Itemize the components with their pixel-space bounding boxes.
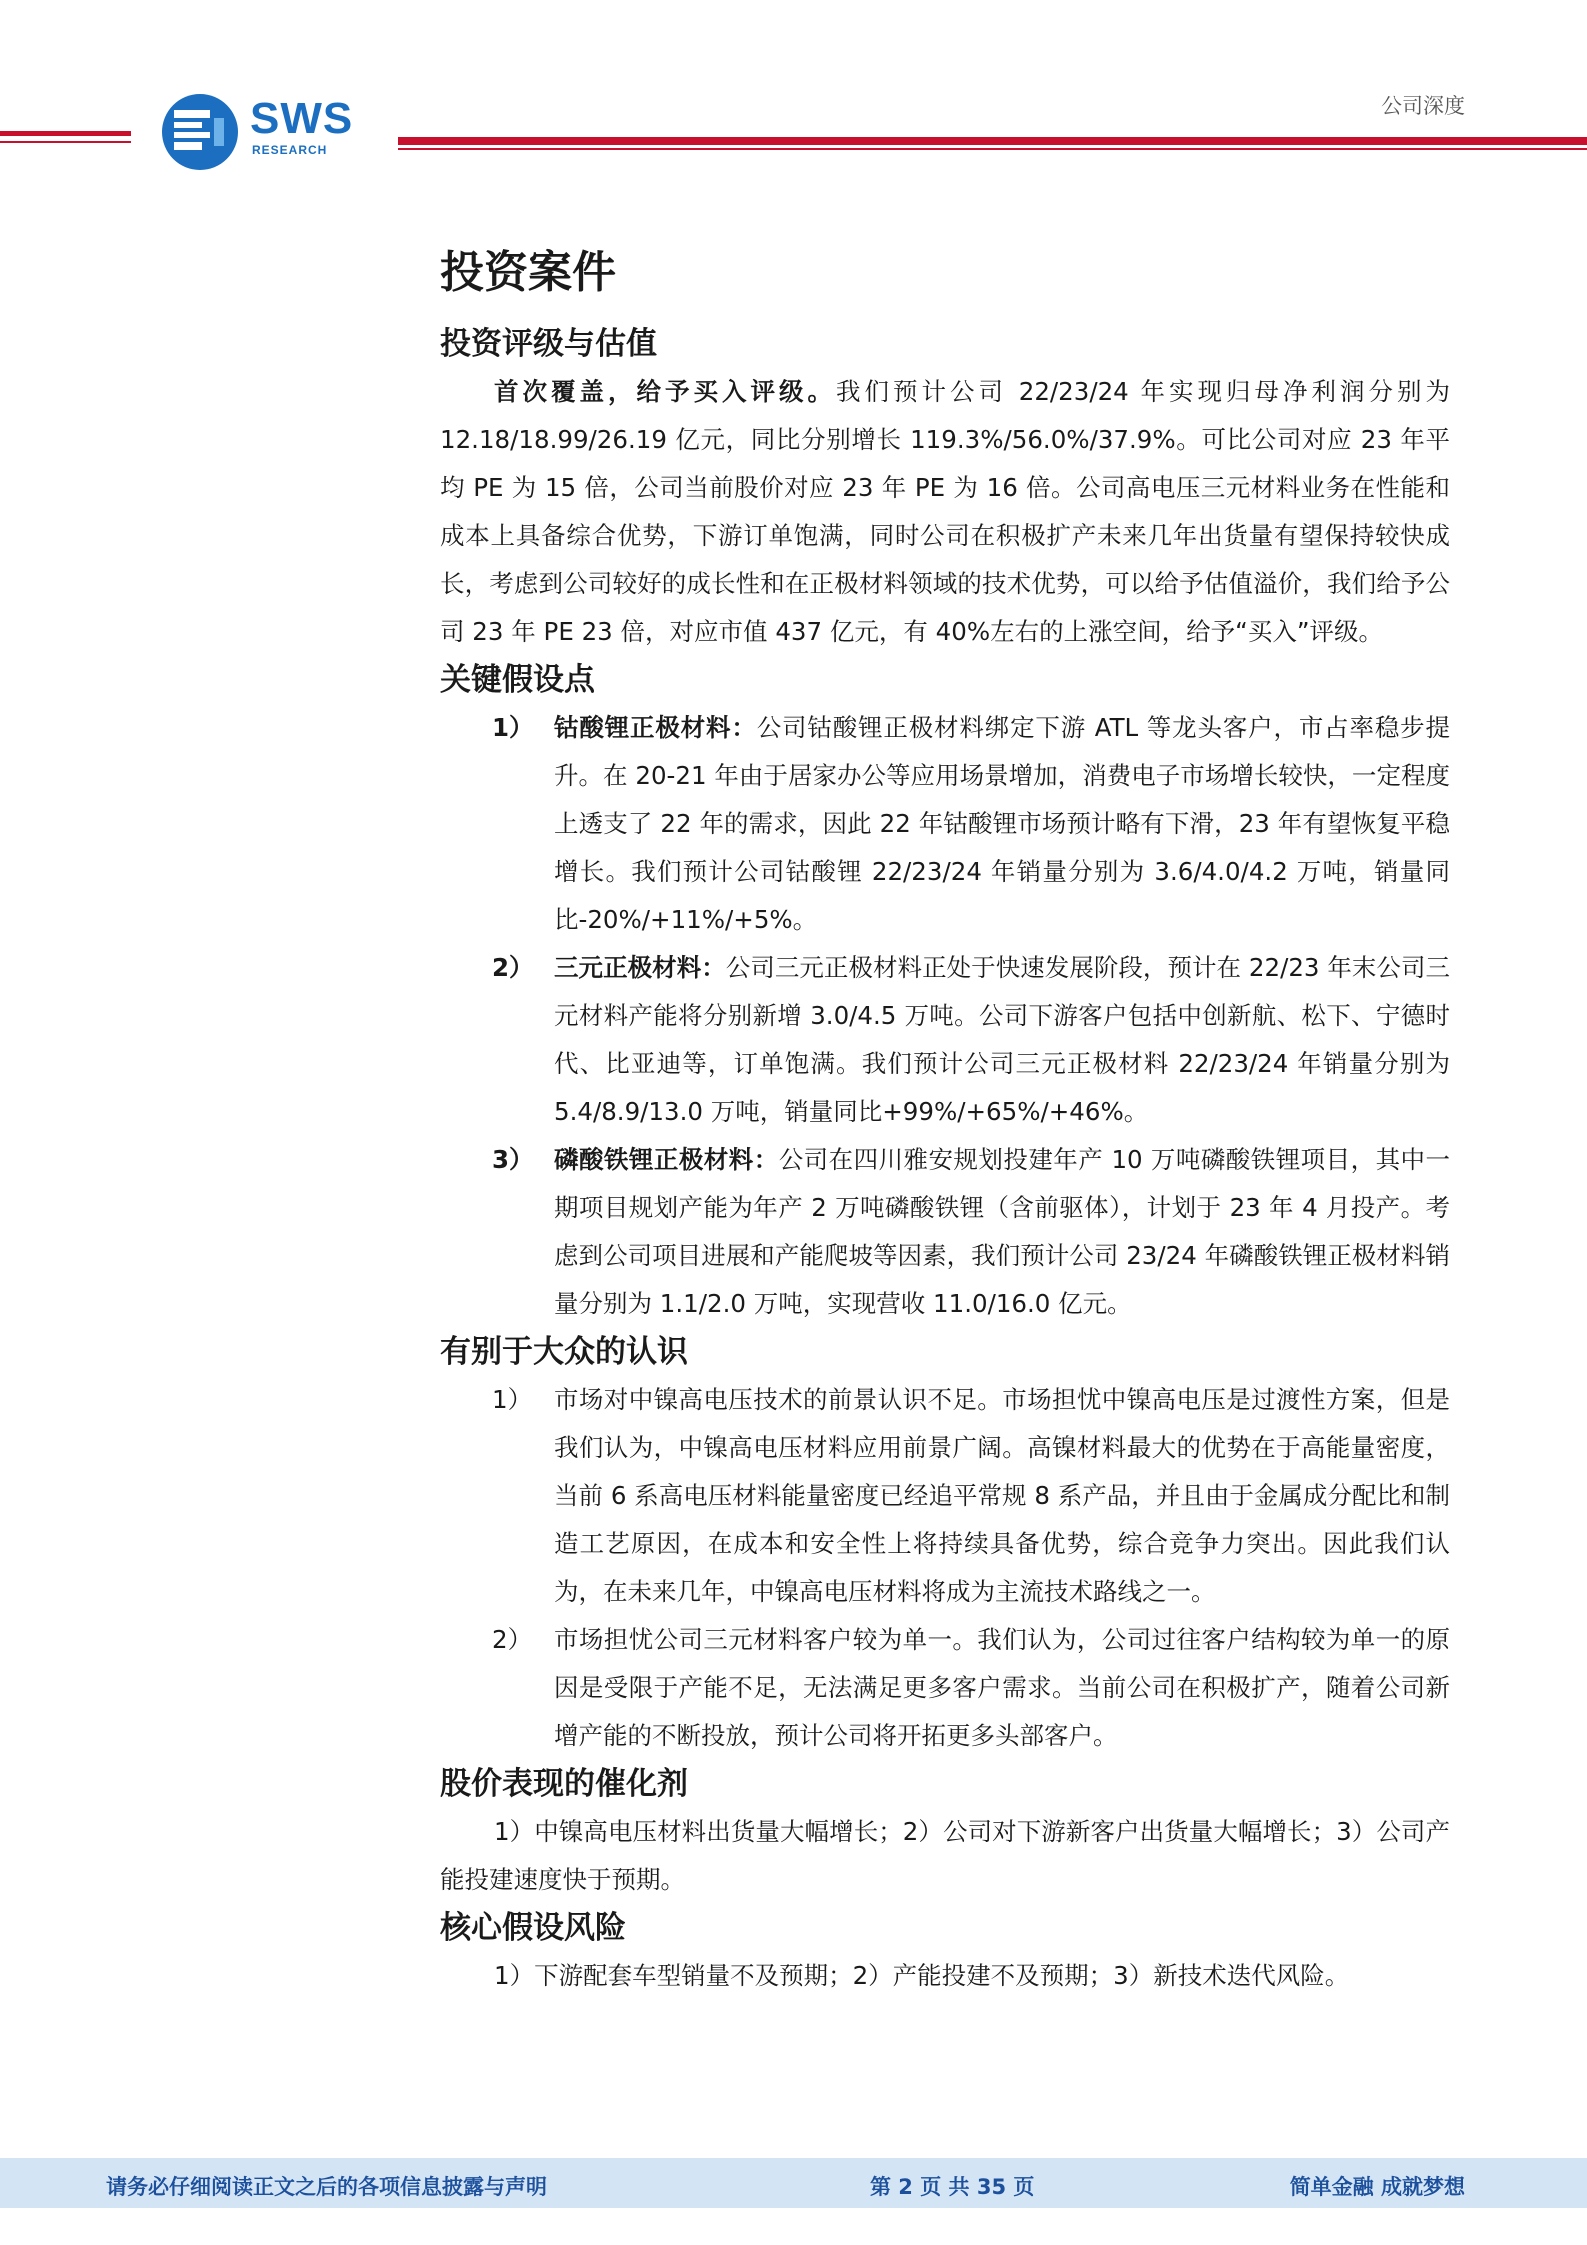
rating-paragraph	[440, 368, 1450, 656]
assumption-item	[492, 944, 1450, 1136]
list-text	[554, 944, 1450, 1136]
list-text	[554, 704, 1450, 944]
logo-subtext: RESEARCH	[252, 143, 328, 157]
assumption-item	[492, 704, 1450, 944]
page-footer	[0, 2158, 1587, 2208]
footer-page-info: 第 2 页 共 35 页	[870, 2175, 1035, 2199]
company-logo	[160, 88, 370, 168]
risks-paragraph: 1）下游配套车型销量不及预期；2）产能投建不及预期；3）新技术迭代风险。	[494, 1961, 1350, 1990]
list-text	[554, 1136, 1450, 1328]
section-heading-risks: 核心假设风险	[440, 1910, 626, 1946]
section-heading-assumptions: 关键假设点	[440, 662, 595, 698]
report-type-label: 公司深度	[1381, 94, 1465, 118]
section-heading-differentiated: 有别于大众的认识	[440, 1334, 688, 1370]
assumption-lead: 三元正极材料：	[554, 953, 726, 982]
list-text: 市场担忧公司三元材料客户较为单一。我们认为，公司过往客户结构较为单一的原因是受限于产能不足，无法满足更多客户需求。当前公司在积极扩产，随着公司新增产能的不断投放，预计公司将开拓更多头部客户。	[554, 1625, 1450, 1750]
section-heading-rating: 投资评级与估值	[440, 326, 657, 362]
header-rule	[398, 137, 1587, 145]
sws-logo-icon	[160, 92, 240, 172]
differentiated-item	[492, 1616, 1450, 1760]
list-number: 2）	[492, 1625, 533, 1654]
header-rule	[398, 148, 1587, 150]
logo-text: SWS	[250, 94, 354, 143]
header-rule	[0, 131, 131, 136]
assumption-body: 公司三元正极材料正处于快速发展阶段，预计在 22/23 年末公司三元材料产能将分别新增 3.0/4.5 万吨。公司下游客户包括中创新航、松下、宁德时代、比亚迪等，订单饱满。我们预计公司三元正极材料 22/23/24 年销量分别为 5.4/8.9/13.0 万吨，销量同比+99%/+65%/+46%。	[554, 953, 1451, 1126]
footer-disclaimer: 请务必仔细阅读正文之后的各项信息披露与声明	[106, 2175, 547, 2199]
differentiated-item	[492, 1376, 1450, 1616]
catalysts-paragraph: 1）中镍高电压材料出货量大幅增长；2）公司对下游新客户出货量大幅增长；3）公司产能投建速度快于预期。	[440, 1817, 1450, 1894]
assumption-lead: 磷酸铁锂正极材料：	[554, 1145, 779, 1174]
header-rule	[0, 141, 131, 143]
list-text: 市场对中镍高电压技术的前景认识不足。市场担忧中镍高电压是过渡性方案，但是我们认为，中镍高电压材料应用前景广阔。高镍材料最大的优势在于高能量密度，当前 6 系高电压材料能量密度已经追平常规 8 系产品，并且由于金属成分配比和制造工艺原因，在成本和安全性上将持续具备优势，综合竞争力突出。因此我们认为，在未来几年，中镍高电压材料将成为主流技术路线之一。	[554, 1385, 1450, 1606]
assumption-body: 公司钴酸锂正极材料绑定下游 ATL 等龙头客户，市占率稳步提升。在 20-21 年由于居家办公等应用场景增加，消费电子市场增长较快，一定程度上透支了 22 年的需求，因此 22 年钴酸锂市场预计略有下滑，23 年有望恢复平稳增长。我们预计公司钴酸锂 22/23/24 年销量分别为 3.6/4.0/4.2 万吨，销量同比-20%/+11%/+5%。	[554, 713, 1451, 934]
list-number: 1）	[492, 1385, 533, 1414]
rating-lead: 首次覆盖，给予买入评级。	[494, 377, 836, 406]
footer-slogan: 简单金融 成就梦想	[1289, 2175, 1465, 2199]
page-title: 投资案件	[440, 247, 616, 298]
section-heading-catalysts: 股价表现的催化剂	[440, 1766, 688, 1802]
assumption-item	[492, 1136, 1450, 1328]
list-number: 3）	[492, 1145, 534, 1174]
list-number: 2）	[492, 953, 534, 982]
main-content	[440, 238, 1450, 2000]
assumption-lead: 钴酸锂正极材料：	[554, 713, 757, 742]
assumption-body: 公司在四川雅安规划投建年产 10 万吨磷酸铁锂项目，其中一期项目规划产能为年产 2 万吨磷酸铁锂（含前驱体），计划于 23 年 4 月投产。考虑到公司项目进展和产能爬坡等因素，我们预计公司 23/24 年磷酸铁锂正极材料销量分别为 1.1/2.0 万吨，实现营收 11.0/16.0 亿元。	[554, 1145, 1451, 1318]
list-number: 1）	[492, 713, 534, 742]
rating-body: 我们预计公司 22/23/24 年实现归母净利润分别为 12.18/18.99/26.19 亿元，同比分别增长 119.3%/56.0%/37.9%。可比公司对应 23 年平均 PE 为 15 倍，公司当前股价对应 23 年 PE 为 16 倍。公司高电压三元材料业务在性能和成本上具备综合优势，下游订单饱满，同时公司在积极扩产未来几年出货量有望保持较快成长，考虑到公司较好的成长性和在正极材料领域的技术优势，可以给予估值溢价，我们给予公司 23 年 PE 23 倍，对应市值 437 亿元，有 40%左右的上涨空间，给予“买入”评级。	[440, 377, 1451, 646]
